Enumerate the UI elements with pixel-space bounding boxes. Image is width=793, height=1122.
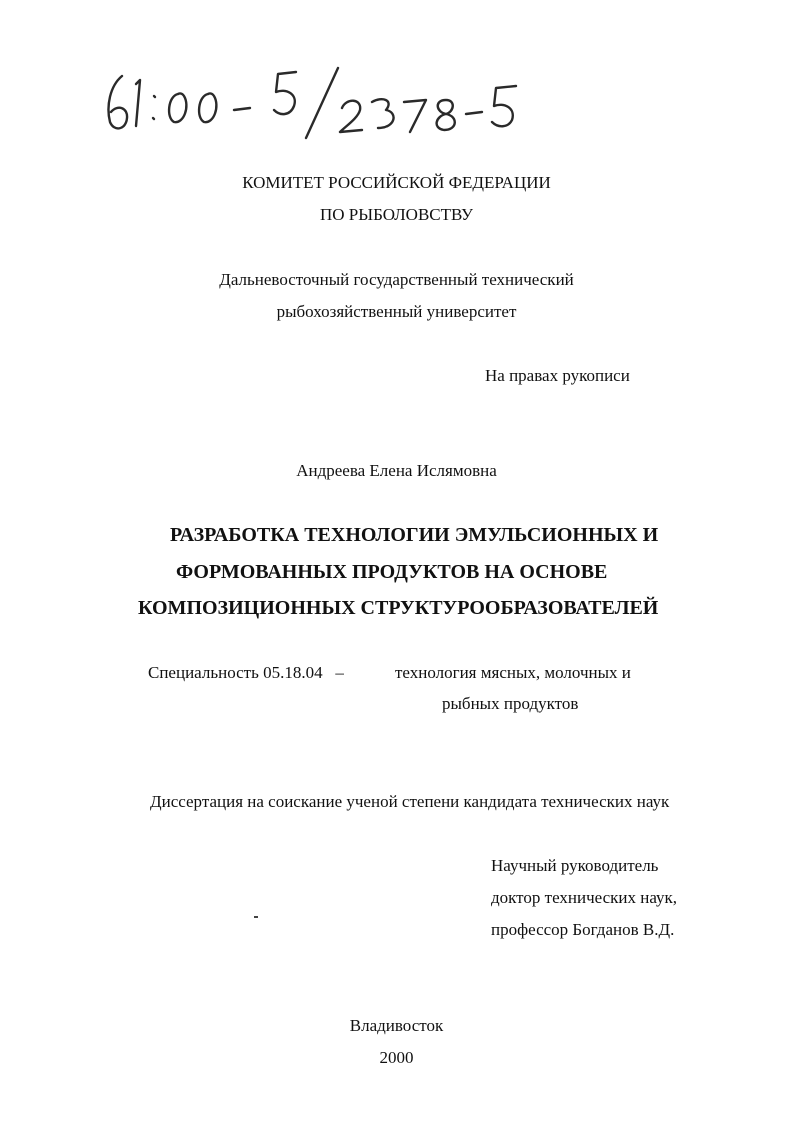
scan-speck (254, 916, 258, 918)
year: 2000 (379, 1048, 414, 1067)
committee-line-1: КОМИТЕТ РОССИЙСКОЙ ФЕДЕРАЦИИ (242, 173, 551, 192)
committee-line-2: ПО РЫБОЛОВСТВУ (319, 205, 474, 224)
specialty-line-2: рыбных продуктов (442, 694, 579, 713)
specialty-line-1: технология мясных, молочных и (395, 663, 631, 682)
title-line-2: ФОРМОВАННЫХ ПРОДУКТОВ НА ОСНОВЕ (176, 561, 608, 583)
city: Владивосток (349, 1016, 444, 1035)
dissertation-statement: Диссертация на соискание ученой степени кандидата технических наук (150, 792, 670, 811)
university-line-2: рыбохозяйственный университет (276, 302, 517, 321)
supervisor-line-2: доктор технических наук, (491, 888, 678, 907)
supervisor-line-1: Научный руководитель (491, 856, 659, 875)
supervisor-line-3: профессор Богданов В.Д. (491, 920, 675, 939)
handwritten-archive-code (100, 66, 540, 146)
manuscript-rights: На правах рукописи (485, 366, 630, 385)
author-name: Андреева Елена Ислямовна (296, 461, 497, 480)
title-line-3: КОМПОЗИЦИОННЫХ СТРУКТУРООБРАЗОВАТЕЛЕЙ (138, 597, 659, 619)
title-line-1: РАЗРАБОТКА ТЕХНОЛОГИИ ЭМУЛЬСИОННЫХ И (170, 524, 659, 546)
specialty-label: Специальность 05.18.04 – (148, 663, 344, 682)
university-line-1: Дальневосточный государственный технический (219, 270, 574, 289)
